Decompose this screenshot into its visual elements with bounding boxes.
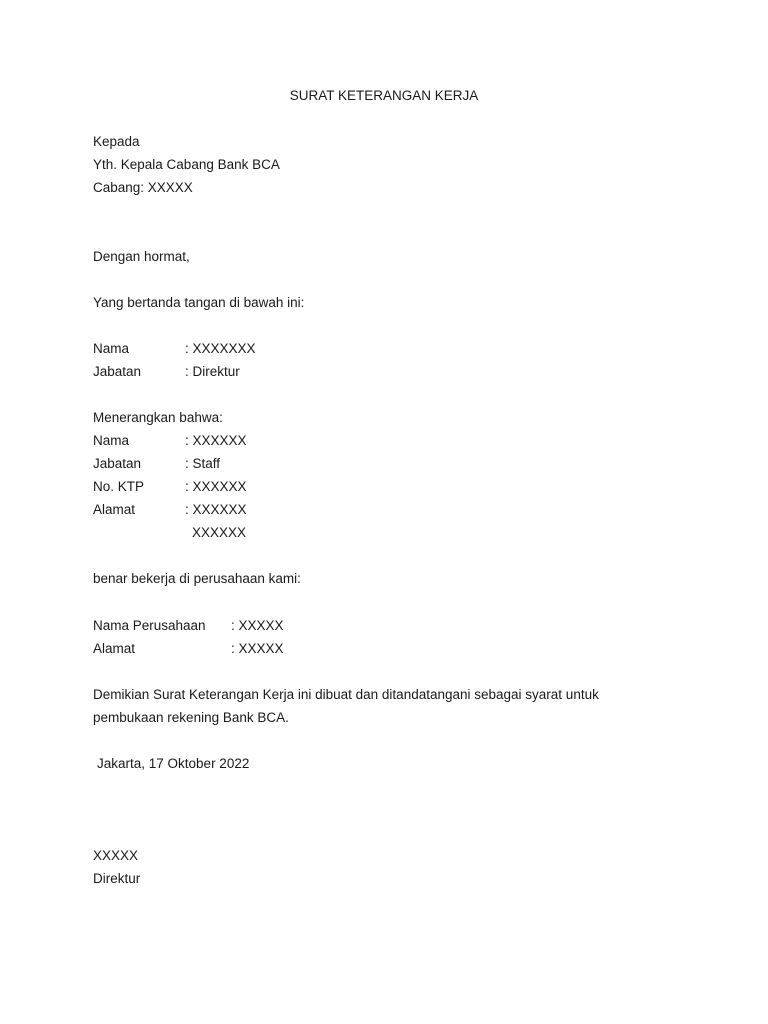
company-name-row <box>93 618 284 634</box>
closing-line-2: pembukaan rekening Bank BCA. <box>93 710 289 725</box>
signatory-name-row <box>93 341 256 357</box>
statement-intro: Menerangkan bahwa: <box>93 410 223 425</box>
recipient-line-2: Yth. Kepala Cabang Bank BCA <box>93 157 280 172</box>
field-value: : XXXXX <box>231 618 284 633</box>
employee-address-line-2: XXXXXX <box>192 525 247 540</box>
signatory-position-row <box>93 364 240 380</box>
field-value: : Direktur <box>185 364 240 379</box>
intro-text: Yang bertanda tangan di bawah ini: <box>93 295 305 310</box>
field-label: No. KTP <box>93 479 145 494</box>
field-label: Jabatan <box>93 364 142 379</box>
company-address-row <box>93 641 284 657</box>
field-value: : XXXXX <box>231 641 284 656</box>
salutation: Dengan hormat, <box>93 249 190 264</box>
field-value: : XXXXXX <box>185 479 247 494</box>
employee-name-row <box>93 433 247 449</box>
signer-title: Direktur <box>93 871 141 886</box>
field-label: Jabatan <box>93 456 142 471</box>
employee-ktp-row <box>93 479 247 495</box>
recipient-line-3: Cabang: XXXXX <box>93 180 193 195</box>
employee-address-row <box>93 502 247 518</box>
works-at-text: benar bekerja di perusahaan kami: <box>93 571 301 586</box>
field-value: : Staff <box>185 456 221 471</box>
signer-name: XXXXX <box>93 848 139 863</box>
field-value: : XXXXXX <box>185 502 247 517</box>
field-label: Alamat <box>93 502 136 517</box>
field-label: Nama Perusahaan <box>93 618 206 633</box>
field-value: : XXXXXXX <box>185 341 256 356</box>
employee-position-row <box>93 456 221 472</box>
field-value: : XXXXXX <box>185 433 247 448</box>
field-label: Nama <box>93 341 130 356</box>
recipient-line-1: Kepada <box>93 134 140 149</box>
field-label: Nama <box>93 433 130 448</box>
field-label: Alamat <box>93 641 136 656</box>
place-date: Jakarta, 17 Oktober 2022 <box>97 756 250 771</box>
closing-line-1: Demikian Surat Keterangan Kerja ini dibuat dan ditandatangani sebagai syarat untuk <box>93 687 599 702</box>
letter-title: SURAT KETERANGAN KERJA <box>289 88 479 103</box>
